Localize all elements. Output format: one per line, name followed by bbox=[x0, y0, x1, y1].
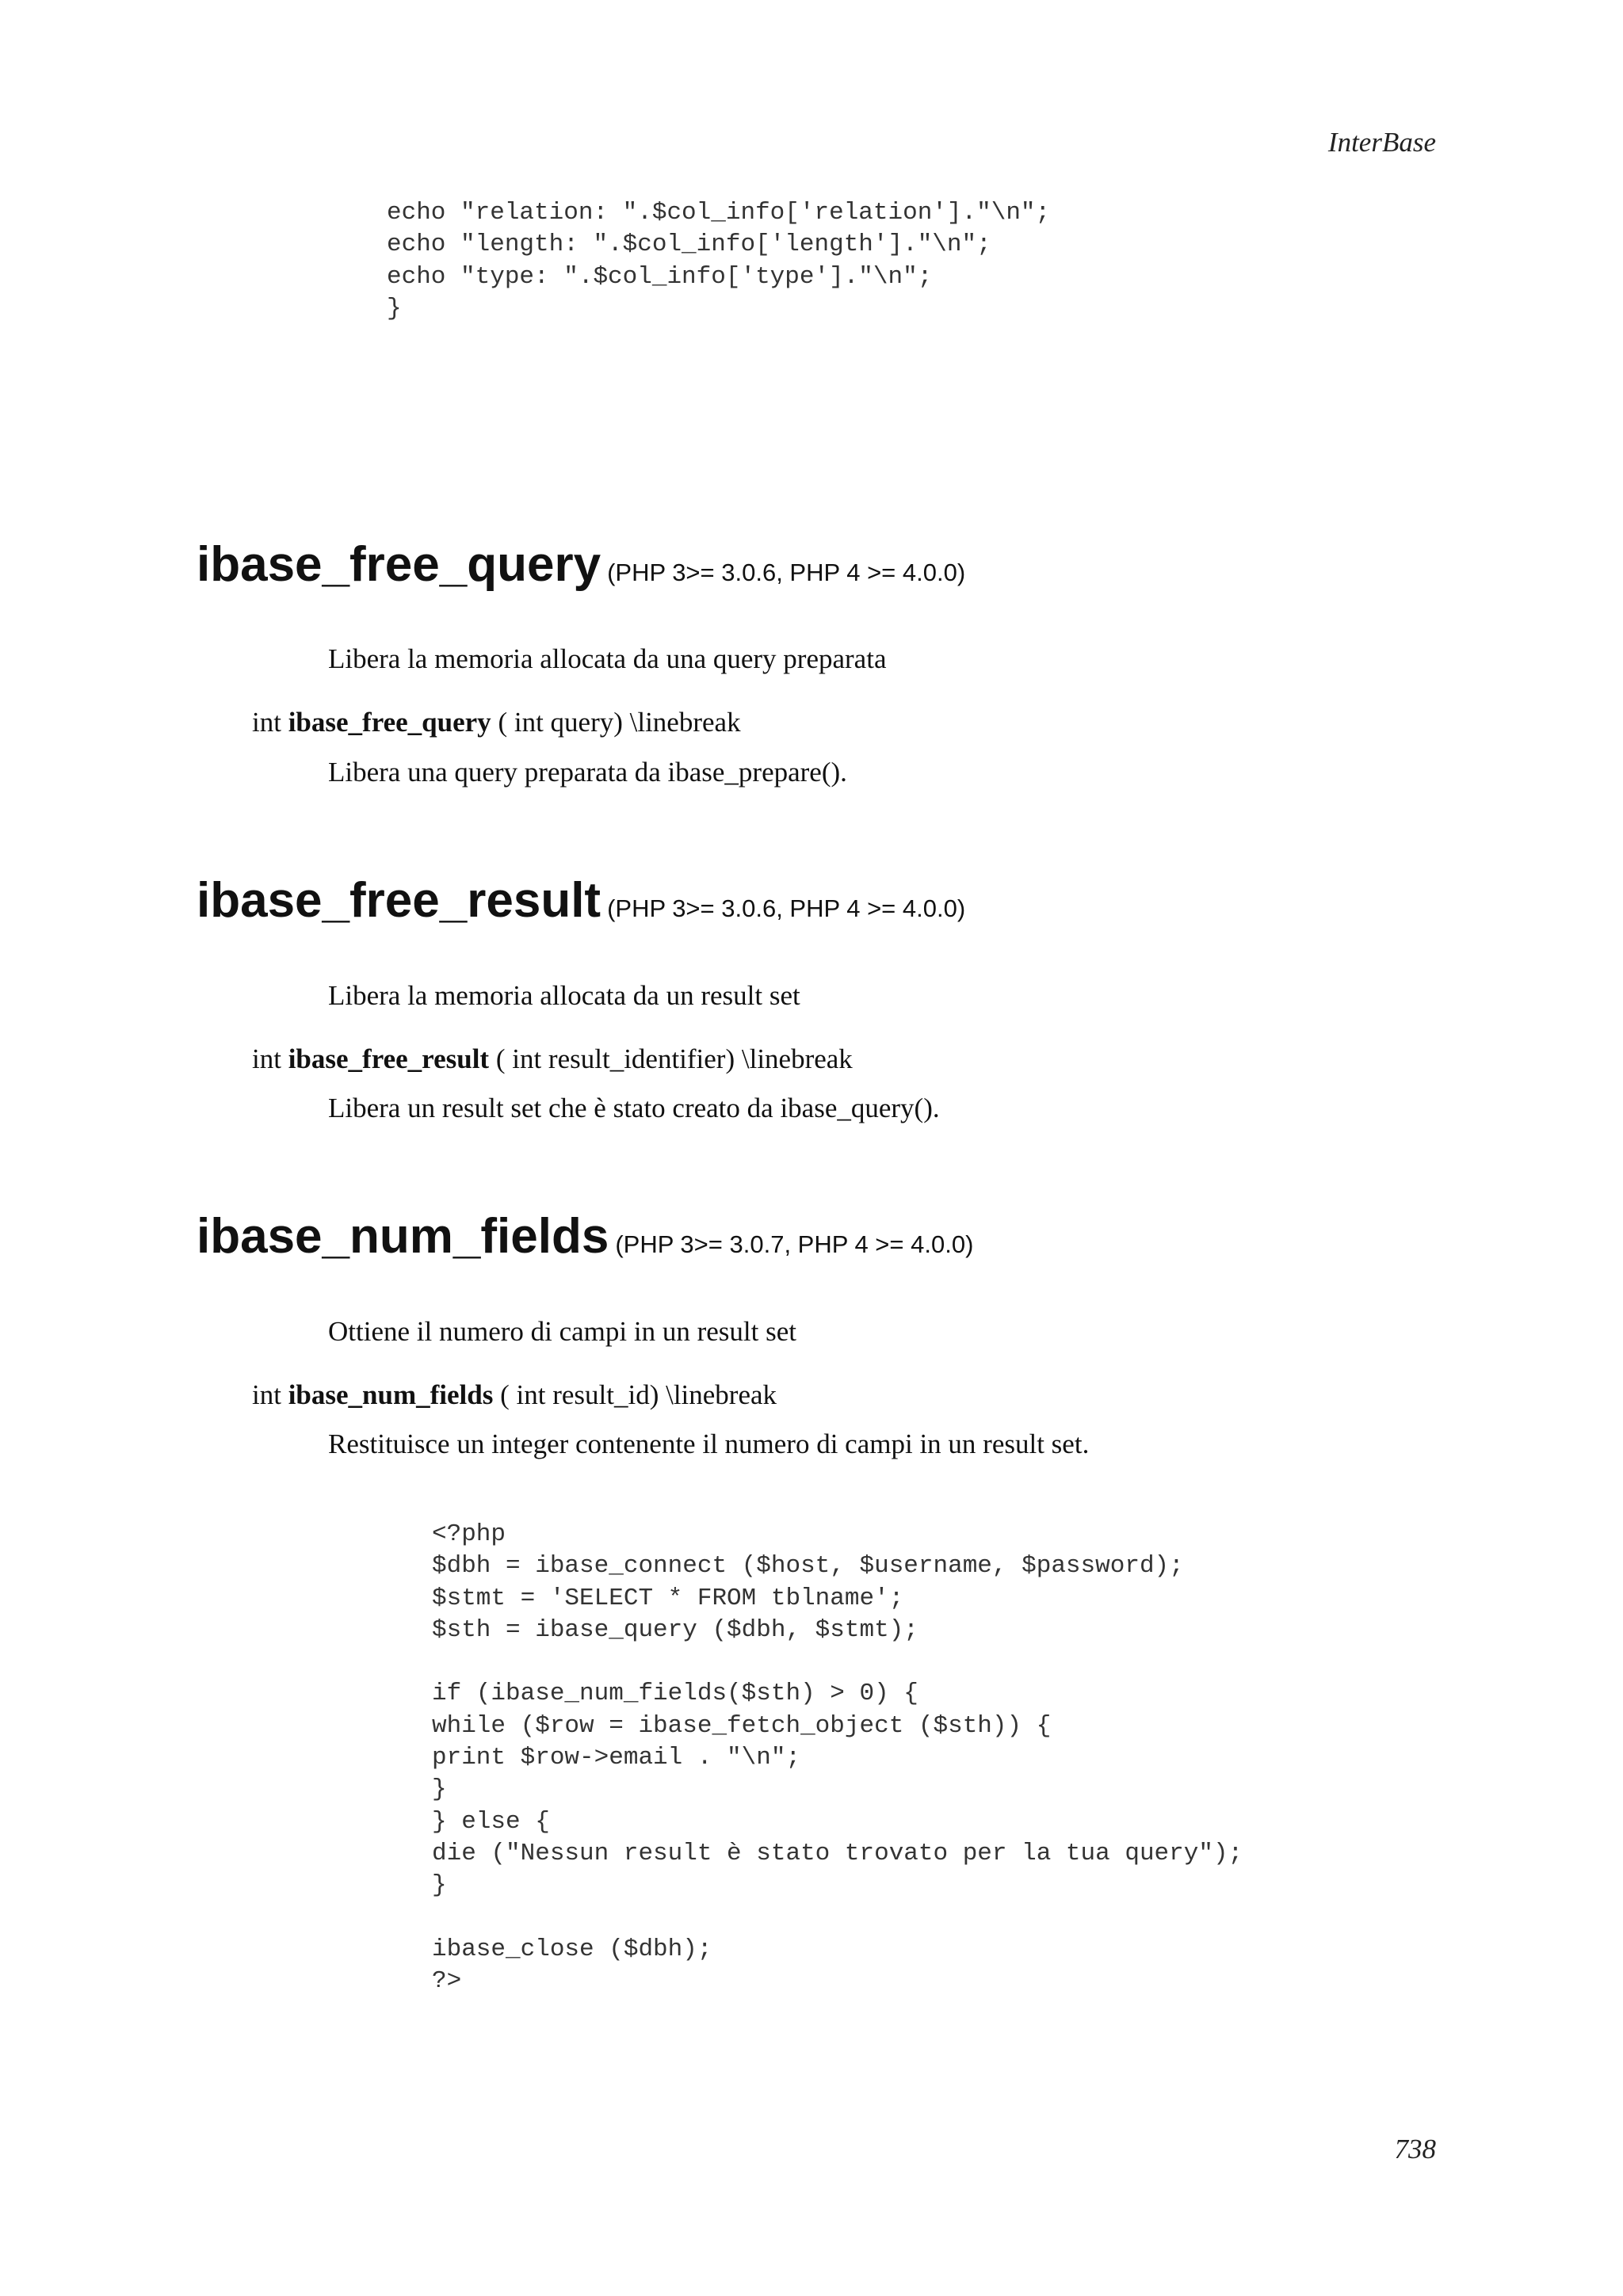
synopsis-args: ( int result_id) \linebreak bbox=[500, 1379, 777, 1410]
entry-title-name: ibase_free_result bbox=[197, 873, 601, 928]
entry-title-name: ibase_free_query bbox=[197, 537, 601, 592]
synopsis-args: ( int query) \linebreak bbox=[498, 707, 741, 738]
entry-synopsis bbox=[252, 1043, 853, 1076]
synopsis-type: int bbox=[252, 1043, 281, 1074]
entry-version: (PHP 3>= 3.0.7, PHP 4 >= 4.0.0) bbox=[615, 1230, 974, 1258]
synopsis-args: ( int result_identifier) \linebreak bbox=[495, 1043, 853, 1074]
entry-title bbox=[197, 1209, 974, 1264]
entry-description: Libera una query preparata da ibase_prepare(). bbox=[328, 757, 847, 788]
entry-synopsis bbox=[252, 1379, 777, 1412]
entry-title bbox=[197, 873, 966, 928]
synopsis-function-name: ibase_free_query bbox=[288, 707, 491, 738]
synopsis-function-name: ibase_free_result bbox=[288, 1043, 490, 1074]
example-code-block: <?php $dbh = ibase_connect ($host, $username, $password); $stmt = 'SELECT * FROM tblname'; $sth = ibase_query ($dbh, $stmt); if (ibase_num_fields($sth) > 0) { while ($row = ibase_fetch_object ($sth)) { print $row->email . "\n"; } } else { die ("Nessun result è stato trovato per la tua query"); } ibase_close ($dbh); ?> bbox=[432, 1520, 1243, 1996]
entry-version: (PHP 3>= 3.0.6, PHP 4 >= 4.0.0) bbox=[607, 894, 966, 922]
entry-synopsis bbox=[252, 706, 741, 739]
synopsis-type: int bbox=[252, 707, 281, 738]
entry-purpose: Libera la memoria allocata da un result set bbox=[328, 980, 800, 1011]
entry-version: (PHP 3>= 3.0.6, PHP 4 >= 4.0.0) bbox=[607, 559, 966, 586]
code-block-continued: echo "relation: ".$col_info['relation']."\n"; echo "length: ".$col_info['length']."\n"; echo "type: ".$col_info['type']."\n"; } bbox=[387, 199, 1051, 322]
entry-description: Restituisce un integer contenente il numero di campi in un result set. bbox=[328, 1428, 1090, 1459]
entry-title bbox=[197, 537, 966, 592]
entry-title-name: ibase_num_fields bbox=[197, 1209, 609, 1264]
entry-purpose: Libera la memoria allocata da una query preparata bbox=[328, 643, 887, 674]
entry-description: Libera un result set che è stato creato da ibase_query(). bbox=[328, 1093, 940, 1123]
synopsis-type: int bbox=[252, 1379, 281, 1410]
page-number: 738 bbox=[1394, 2134, 1436, 2164]
synopsis-function-name: ibase_num_fields bbox=[288, 1379, 494, 1410]
running-header: InterBase bbox=[1327, 127, 1436, 158]
entry-purpose: Ottiene il numero di campi in un result set bbox=[328, 1316, 796, 1347]
